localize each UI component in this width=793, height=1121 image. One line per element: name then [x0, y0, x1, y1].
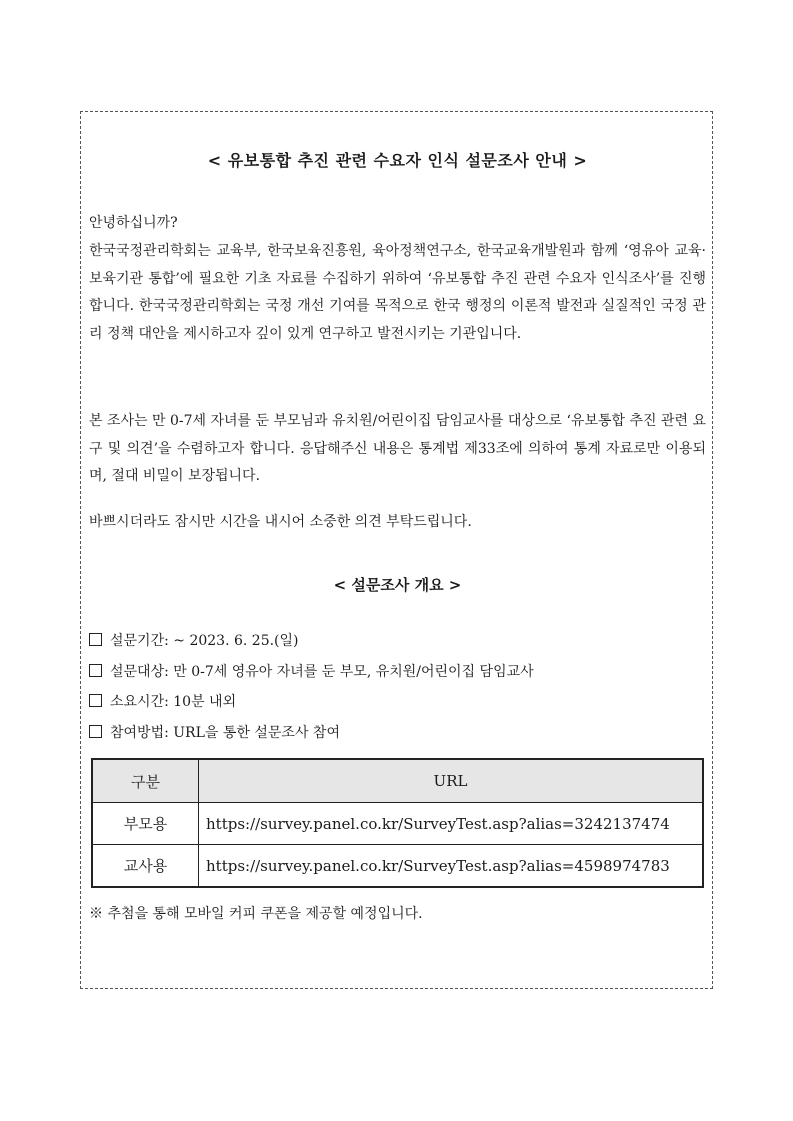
- checkbox-square-icon: [89, 694, 102, 707]
- notice-frame: [80, 111, 713, 989]
- page-title: < 유보통합 추진 관련 수요자 인식 설문조사 안내 >: [207, 151, 588, 170]
- request-paragraph: 바쁘시더라도 잠시만 시간을 내시어 소중한 의견 부탁드립니다.: [89, 514, 472, 530]
- overview-item-label: 설문기간: ~ 2023. 6. 25.(일): [110, 633, 299, 649]
- overview-item-method: [89, 718, 706, 749]
- table-row: [92, 845, 703, 888]
- greeting-text: 안녕하십니까?: [89, 215, 178, 231]
- header-url: URL: [199, 759, 704, 803]
- overview-title: < 설문조사 개요 >: [333, 576, 462, 594]
- checkbox-square-icon: [89, 664, 102, 677]
- overview-item-period: [89, 626, 706, 657]
- row-category: 교사용: [92, 845, 199, 888]
- table-row: [92, 803, 703, 845]
- overview-item-label: 참여방법: URL을 통한 설문조사 참여: [110, 724, 340, 741]
- intro-paragraph: 한국국정관리학회는 교육부, 한국보육진흥원, 육아정책연구소, 한국교육개발원과 함께 ‘영유아 교육·보육기관 통합’에 필요한 기초 자료를 수집하기 위하여 ‘유보통합 추진 관련 수요자 인식조사’를 진행합니다. 한국국정관리학회는 국정 개선 기여를 목적으로 한국 행정의 이론적 발전과 실질적인 국정 관리 정책 대안을 제시하고자 깊이 있게 연구하고 발전시키는 기관입니다.: [89, 243, 706, 342]
- checkbox-square-icon: [89, 725, 102, 738]
- overview-item-target: [89, 657, 706, 688]
- table-header-row: [92, 759, 703, 803]
- parent-survey-link[interactable]: https://survey.panel.co.kr/SurveyTest.asp?alias=3242137474: [199, 803, 704, 845]
- header-category: 구분: [92, 759, 199, 803]
- coupon-note: ※ 추첨을 통해 모바일 커피 쿠폰을 제공할 예정입니다.: [89, 906, 423, 922]
- overview-item-label: 설문대상: 만 0-7세 영유아 자녀를 둔 부모, 유치원/어린이집 담임교사: [110, 663, 534, 680]
- checkbox-square-icon: [89, 633, 102, 646]
- overview-item-duration: [89, 687, 706, 718]
- teacher-survey-link[interactable]: https://survey.panel.co.kr/SurveyTest.asp?alias=4598974783: [199, 845, 704, 888]
- survey-url-table: [91, 758, 704, 888]
- survey-info-paragraph: 본 조사는 만 0-7세 자녀를 둔 부모님과 유치원/어린이집 담임교사를 대상으로 ‘유보통합 추진 관련 요구 및 의견’을 수렴하고자 합니다. 응답해주신 내용은 통계법 제33조에 의하여 통계 자료로만 이용되며, 절대 비밀이 보장됩니다.: [89, 413, 706, 484]
- overview-list: [89, 626, 706, 748]
- overview-item-label: 소요시간: 10분 내외: [110, 694, 237, 710]
- row-category: 부모용: [92, 803, 199, 845]
